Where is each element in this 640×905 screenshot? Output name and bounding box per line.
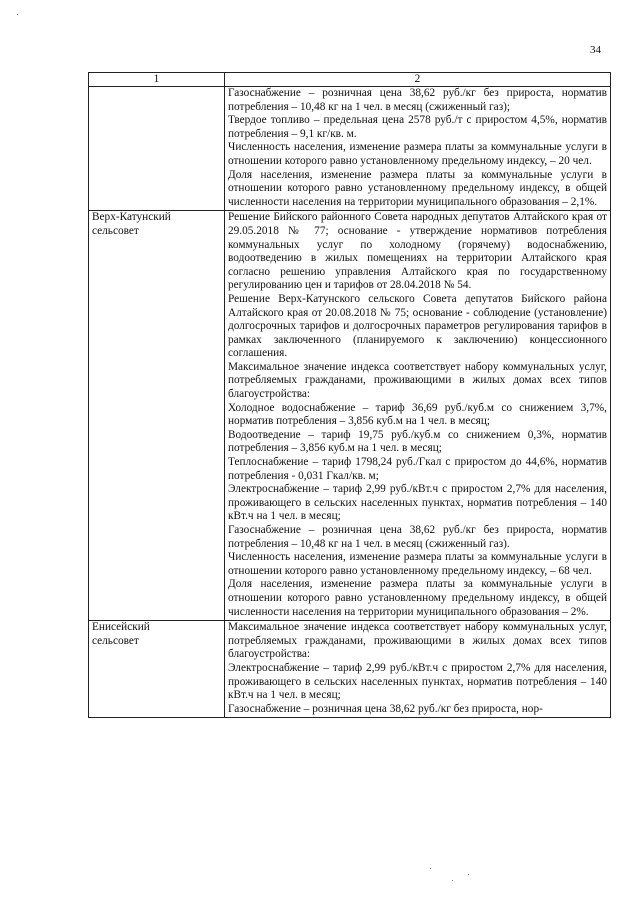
scan-speck (430, 868, 431, 869)
paragraph: Электроснабжение – тариф 2,99 руб./кВт.ч с приростом 2,7% для населения, проживающего в сельских населенных пунктах, норматив потребления – 140 кВт.ч на 1 чел. в месяц; (228, 661, 607, 702)
paragraph: Максимальное значение индекса соответствует набору коммунальных услуг, потребляемых гражданами, проживающими в жилых домах всех типов благоустройства: (228, 360, 607, 401)
paragraph: Газоснабжение – розничная цена 38,62 руб./кг без прироста, норматив потребления – 10,48 кг на 1 чел. в месяц (сжиженный газ); (228, 87, 607, 113)
page-number: 34 (590, 44, 601, 56)
paragraph: Холодное водоснабжение – тариф 36,69 руб./куб.м со снижением 3,7%, норматив потребления – 3,856 куб.м на 1 чел. в месяц; (228, 401, 607, 428)
paragraph: Доля населения, изменение размера платы за коммунальные услуги в отношении которого равно установленному предельному индексу, в общей численности населения на территории муниципального образования – 2,1%. (228, 168, 607, 208)
paragraph: Доля населения, изменение размера платы за коммунальные услуги в отношении которого равно установленному предельному индексу, в общей численности населения на территории муниципального образования – 2%. (228, 578, 607, 618)
details-cell (225, 87, 611, 211)
paragraph: Численность населения, изменение размера платы за коммунальные услуги в отношении которого равно установленному предельному индексу, – 20 чел. (228, 141, 607, 167)
paragraph: Максимальное значение индекса соответствует набору коммунальных услуг, потребляемых гражданами, проживающими в жилых домах всех типов благоустройства: (228, 621, 607, 661)
paragraph: Твердое топливо – предельная цена 2578 руб./т с приростом 4,5%, норматив потребления – 9,1 кг/кв. м. (228, 114, 607, 140)
column-header-2: 2 (225, 73, 611, 87)
municipality-cell (89, 87, 225, 211)
paragraph: Решение Бийского районного Совета народных депутатов Алтайского края от 29.05.2018 № 77; основание - утверждение нормативов потребления коммунальных услуг по холодному (горячему) водоснабжению, водоотведению в жилых помещениях на территории Алтайского края согласно решению управления Алтайского края по государственному регулированию цен и тарифов от 28.04.2018 № 54. (228, 211, 607, 292)
table-row (89, 87, 611, 211)
table-row (89, 621, 611, 718)
table-row (89, 211, 611, 621)
table-header-row (89, 73, 611, 87)
scan-speck (17, 14, 18, 15)
details-cell (225, 211, 611, 621)
paragraph: Электроснабжение – тариф 2,99 руб./кВт.ч с приростом 2,7% для населения, проживающего в сельских населенных пунктах, норматив потребления – 140 кВт.ч на 1 чел. в месяц; (228, 483, 607, 523)
paragraph: Численность населения, изменение размера платы за коммунальные услуги в отношении которого равно установленному предельному индексу, – 68 чел. (228, 551, 607, 577)
paragraph: Водоотведение – тариф 19,75 руб./куб.м со снижением 0,3%, норматив потребления – 3,856 куб.м на 1 чел. в месяц; (228, 428, 607, 455)
column-header-1: 1 (89, 73, 225, 87)
paragraph: Газоснабжение – розничная цена 38,62 руб./кг без прироста, нор- (228, 702, 543, 715)
paragraph: Теплоснабжение – тариф 1798,24 руб./Гкал с приростом до 44,6%, норматив потребления - 0,031 Гкал/кв. м; (228, 456, 607, 482)
details-cell (225, 621, 611, 718)
municipality-cell: Верх-Катунский сельсовет (89, 211, 225, 621)
tariff-table (88, 72, 611, 718)
scan-speck (468, 874, 469, 875)
paragraph: Газоснабжение – розничная цена 38,62 руб./кг без прироста, норматив потребления – 10,48 кг на 1 чел. в месяц (сжиженный газ). (228, 524, 607, 550)
paragraph: Решение Верх-Катунского сельского Совета депутатов Бийского района Алтайского края от 20.08.2018 № 75; основание - соблюдение (установление) долгосрочных тарифов и долгосрочных параметров регулирования тарифов в рамках заключенного (планируемого к заключению) концессионного соглашения. (228, 292, 607, 360)
municipality-cell: Енисейский сельсовет (89, 621, 225, 718)
scan-speck (452, 880, 453, 881)
